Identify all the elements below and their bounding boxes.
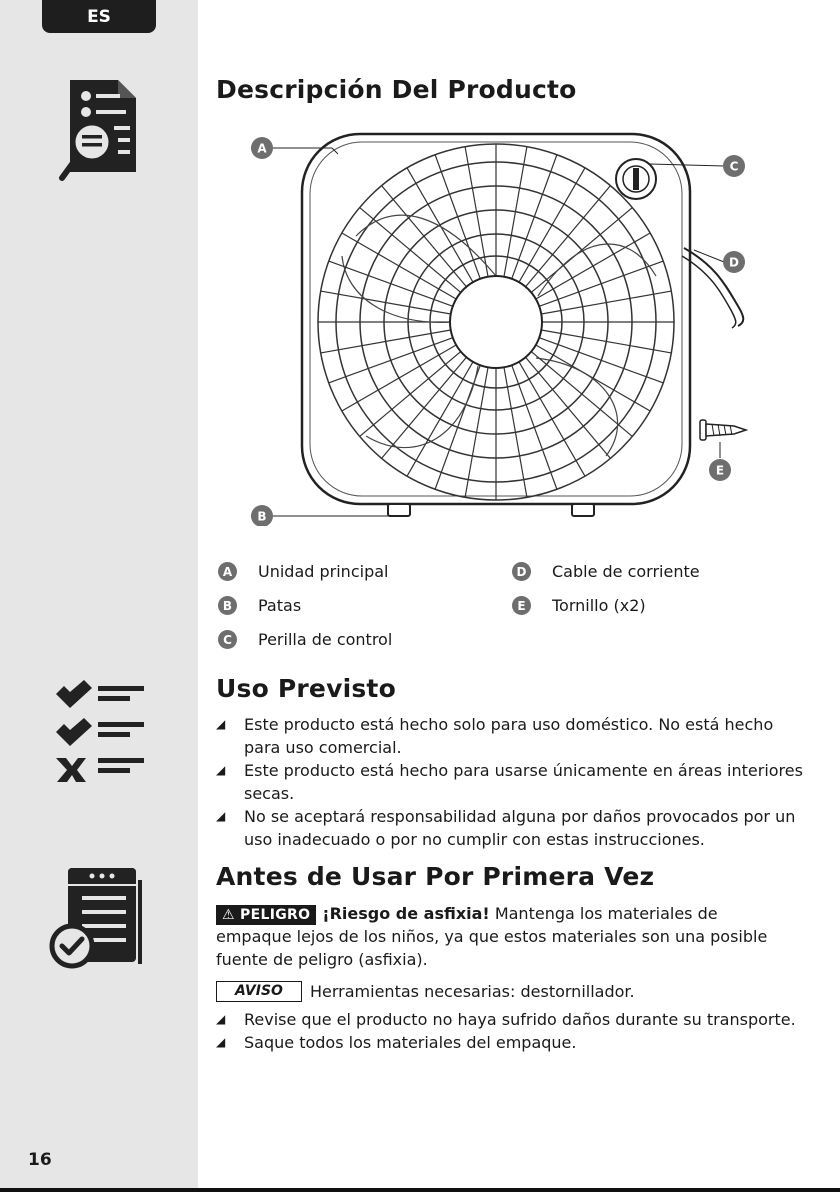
legend-letter: E [512, 596, 531, 615]
danger-tag: ⚠ PELIGRO [216, 905, 316, 925]
clipboard-check-icon [48, 866, 150, 972]
legend-label: Tornillo (x2) [552, 596, 646, 615]
callout-a: A [257, 141, 267, 156]
danger-paragraph [216, 902, 796, 971]
notice-tag: AVISO [216, 981, 302, 1002]
triangle-bullet-icon: ◢ [216, 1012, 226, 1026]
list-item: ◢ No se aceptará responsabilidad alguna por daños provocados por un uso inadecuado o por no cumplir con estas instrucciones. [216, 807, 796, 849]
danger-text: Mantenga los materiales de empaque lejos de los niños, ya que estos materiales son una posible fuente de peligro (asfixia). [216, 904, 768, 969]
callout-b: B [257, 509, 267, 524]
intended-use-title: Uso Previsto [216, 674, 396, 703]
checklist-icon [54, 680, 146, 784]
legend-letter: C [218, 630, 237, 649]
legend-letter: B [218, 596, 237, 615]
callout-e: E [715, 463, 725, 478]
legend-item-a [218, 562, 388, 581]
language-tab: ES [42, 0, 156, 33]
product-description-title: Descripción Del Producto [216, 75, 577, 104]
parts-legend [218, 560, 818, 660]
triangle-bullet-icon: ◢ [216, 1035, 226, 1049]
legend-item-e [512, 596, 646, 615]
legend-letter: D [512, 562, 531, 581]
legend-label: Perilla de control [258, 630, 393, 649]
danger-bold: ¡Riesgo de asfixia! [322, 904, 490, 923]
before-use-list [216, 1008, 806, 1054]
legend-item-b [218, 596, 301, 615]
warning-triangle-icon: ⚠ [222, 907, 235, 923]
list-item: ◢ Saque todos los materiales del empaque. [216, 1033, 577, 1052]
notice-text: Herramientas necesarias: destornillador. [310, 982, 635, 1001]
legend-item-d [512, 562, 700, 581]
intended-use-list [216, 713, 806, 851]
legend-item-c [218, 630, 392, 649]
triangle-bullet-icon: ◢ [216, 763, 226, 777]
notice-row [216, 981, 635, 1002]
triangle-bullet-icon: ◢ [216, 717, 226, 731]
fan-diagram [246, 126, 766, 526]
screw-icon [700, 420, 746, 440]
list-item: ◢ Este producto está hecho solo para uso doméstico. No está hecho para uso comercial. [216, 715, 774, 757]
legend-label: Cable de corriente [552, 562, 700, 581]
list-item: ◢ Este producto está hecho para usarse únicamente en áreas interiores secas. [216, 761, 803, 803]
document-search-icon [56, 78, 144, 184]
legend-label: Unidad principal [258, 562, 389, 581]
triangle-bullet-icon: ◢ [216, 809, 226, 823]
legend-label: Patas [258, 596, 302, 615]
before-first-use-title: Antes de Usar Por Primera Vez [216, 862, 655, 891]
page-number: 16 [28, 1150, 52, 1170]
bottom-rule [0, 1188, 840, 1192]
legend-letter: A [218, 562, 237, 581]
list-item: ◢ Revise que el producto no haya sufrido daños durante su transporte. [216, 1010, 796, 1029]
callout-d: D [729, 255, 739, 270]
callout-c: C [729, 159, 739, 174]
